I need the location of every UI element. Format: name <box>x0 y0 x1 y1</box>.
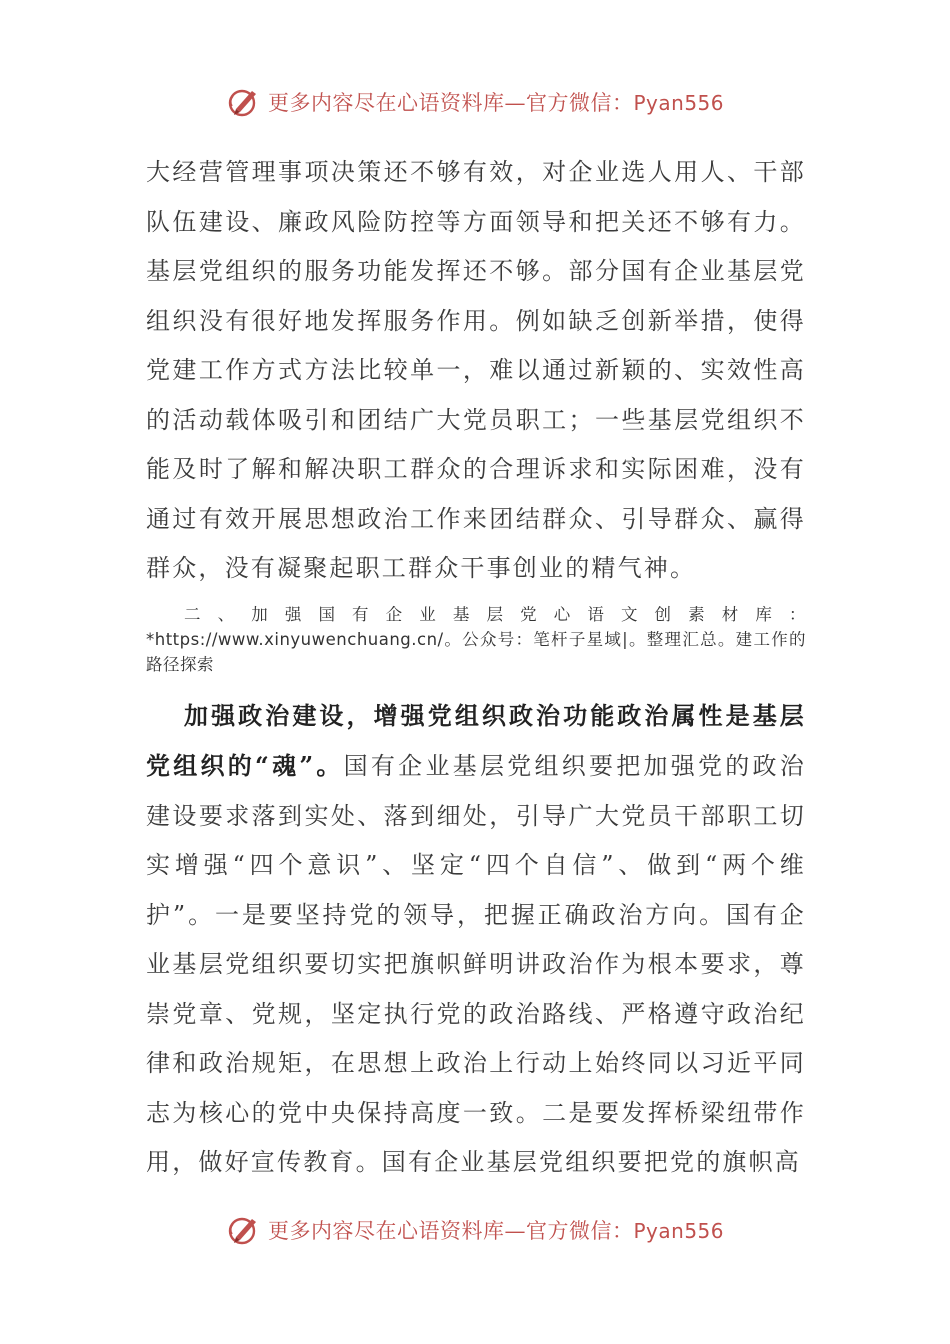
document-body <box>146 148 806 1188</box>
footer-banner <box>0 1210 950 1250</box>
paragraph-2-lead: 加强政治建设，增强党组织政治功能政治属性是基层党组织的“魂”。 <box>146 700 806 780</box>
heading-url: *https://www.xinyuwenchuang.cn/ <box>146 629 444 649</box>
paragraph-2 <box>146 691 806 1188</box>
wechat-id: Pyan556 <box>633 91 724 115</box>
banner-text: 更多内容尽在心语资料库—官方微信：Pyan556 <box>267 91 724 115</box>
paragraph-1: 大经营管理事项决策还不够有效，对企业选人用人、干部队伍建设、廉政风险防控等方面领导和把关还不够有力。基层党组织的服务功能发挥还不够。部分国有企业基层党组织没有很好地发挥服务作用。例如缺乏创新举措，使得党建工作方式方法比较单一，难以通过新颖的、实效性高的活动载体吸引和团结广大党员职工；一些基层党组织不能及时了解和解决职工群众的合理诉求和实际困难，没有通过有效开展思想政治工作来团结群众、引导群众、赢得群众，没有凝聚起职工群众干事创业的精气神。 <box>146 158 806 582</box>
header-banner <box>0 82 950 122</box>
section-heading: 二、加强国有企业基层党心语文创素材库：*https://www.xinyuwenchuang.cn/。公众号：笔杆子星域|。整理汇总。建工作的路径探索 <box>146 604 806 674</box>
pen-logo-icon <box>226 84 262 120</box>
pen-logo-icon <box>226 1212 262 1248</box>
wechat-id: Pyan556 <box>633 1219 724 1243</box>
paragraph-2-text: 国有企业基层党组织要把加强党的政治建设要求落到实处、落到细处，引导广大党员干部职工切实增强“四个意识”、坚定“四个自信”、做到“两个维护”。一是要坚持党的领导，把握正确政治方向。国有企业基层党组织要切实把旗帜鲜明讲政治作为根本要求，尊崇党章、党规，坚定执行党的政治路线、严格遵守政治纪律和政治规矩，在思想上政治上行动上始终同以习近平同志为核心的党中央保持高度一致。二是要发挥桥梁纽带作用，做好宣传教育。国有企业基层党组织要把党的旗帜高 <box>146 752 806 1176</box>
banner-text: 更多内容尽在心语资料库—官方微信：Pyan556 <box>267 1219 724 1243</box>
